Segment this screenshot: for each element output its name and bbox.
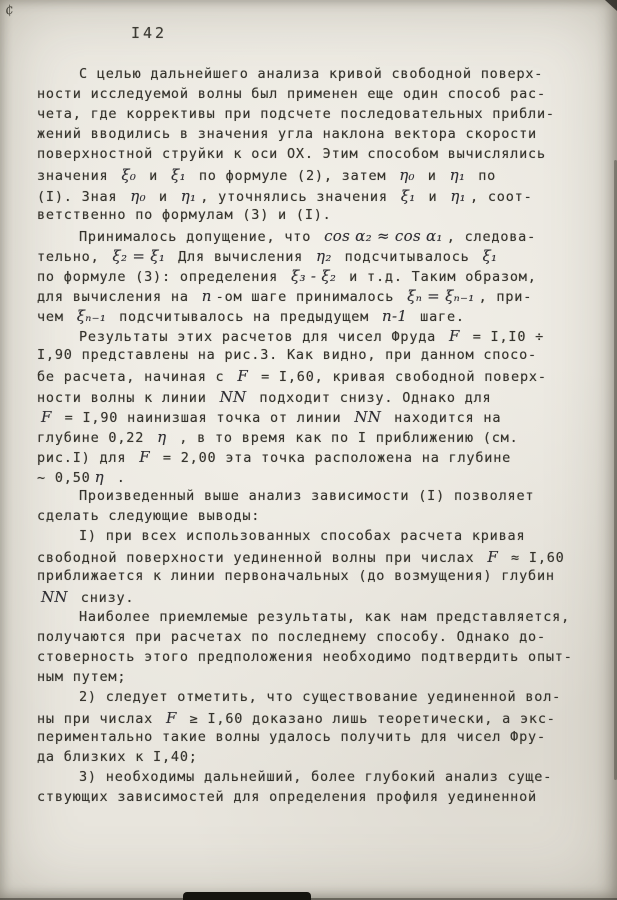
text-line [37,548,587,568]
text-line [37,448,587,468]
typed-text: по [469,168,497,185]
typed-text: ствующих зависимостей для определения профиля уединенной [37,789,537,806]
text-line [37,729,587,749]
typed-text: , уточнялись значения [200,188,397,205]
text-line [37,669,587,689]
text-line [37,106,587,126]
text-line [37,86,587,106]
typed-text: и [140,168,168,185]
typed-text: по формуле (3): определения [37,268,287,285]
typed-text: находится на [385,409,502,426]
typed-text: по формуле (2), затем [189,168,396,185]
typed-text: рис.I) для [37,449,136,466]
text-line [37,247,587,267]
text-line [37,689,587,709]
typed-text: ≈ I,60 [502,550,565,567]
typed-text: жений вводились в значения угла наклона вектора скорости [37,126,537,143]
typed-text: и [419,188,447,205]
scan-artifact-bottom-strip [183,892,311,900]
typed-text: ны при числах [37,711,162,727]
handwritten-symbol: F [41,407,52,426]
typed-text: ветственно по формулам (3) и (I). [37,206,332,223]
text-line [37,347,587,367]
typed-text: да близких к I,40; [37,749,198,766]
text-line [37,468,587,488]
typed-text: , в то время как по I приближению (см. [170,429,519,446]
typed-text: , следова- [446,228,537,245]
typed-text: значения [37,168,118,185]
typed-text: для вычисления на [37,289,198,306]
text-line [37,749,587,769]
handwritten-symbol: n [201,287,212,306]
text-line [37,769,587,789]
handwritten-symbol: ξ₂ = ξ₁ [112,246,166,265]
typed-text: глубине 0,22 [37,429,154,446]
typed-text: -ом шаге принималось [215,289,404,306]
typed-text: Наиболее приемлемые результаты, как нам представляется, [79,608,571,625]
handwritten-symbol: NN [41,588,68,607]
handwritten-symbol: η₀ [399,166,415,185]
handwritten-symbol: F [139,447,150,466]
typed-text: поверхностной струйки к оси ОХ. Этим способом вычислялись [37,146,546,163]
typed-text: ности исследуемой волны был применен еще один способ рас- [37,86,546,103]
document-body [37,66,587,809]
text-line [37,287,587,307]
text-line [37,428,587,448]
typed-text: ности волны к линии [37,389,216,406]
scan-artifact-top-right [605,0,617,11]
text-line [37,709,587,729]
handwritten-symbol: ξ₃ - ξ₂ [290,266,337,285]
handwritten-symbol: ξₙ = ξₙ₋₁ [407,287,475,306]
text-line [37,227,587,247]
typed-text: чета, где коррективы при подсчете последовательных прибли- [37,106,555,123]
text-line [37,166,587,186]
page-number: I42 [131,24,168,42]
handwritten-symbol: F [166,709,177,727]
handwritten-symbol: ξ₁ [400,186,416,205]
typed-text: 3) необходимы дальнейший, более глубокий анализ суще- [79,769,553,786]
typed-text: Произведенный выше анализ зависимости (I) позволяет [79,487,535,504]
text-line [37,66,587,86]
text-line [37,126,587,146]
handwritten-symbol: F [237,367,249,386]
handwritten-symbol: ξₙ₋₁ [76,307,107,326]
text-line [37,488,587,508]
typed-text: Принималось допущение, что [79,228,321,245]
text-line [37,327,587,347]
typed-text: подходит снизу. Однако для [250,389,492,406]
typed-text: стоверность этого предположения необходимо подтвердить опыт- [37,648,573,665]
handwritten-symbol: F [487,548,499,567]
text-line [37,207,587,227]
text-line [37,528,587,548]
typed-text: Для вычисления [169,248,313,265]
typed-text: С целью дальнейшего анализа кривой свободной поверх- [79,66,544,82]
handwritten-symbol: η₁ [180,186,197,205]
typed-text: подсчитывалось на предыдущем [110,309,379,326]
typed-text: , при- [478,289,533,306]
typed-text: ным путем; [37,668,127,685]
text-line [37,629,587,649]
handwritten-symbol: η [94,467,104,486]
text-line [37,388,587,408]
typed-text: и [418,168,446,185]
typed-text: и [149,188,177,205]
typed-text: Результаты этих расчетов для чисел Фруда [79,329,446,346]
typed-text: 2) следует отметить, что существование уединенной вол- [79,688,562,705]
typed-text: тельно, [37,248,109,265]
handwritten-symbol: η₁ [450,186,466,205]
handwritten-symbol: F [449,327,460,346]
typed-text: , соот- [470,188,533,205]
text-line [37,187,587,207]
typed-text: и т.д. Таким образом, [340,268,537,285]
typed-text: снизу. [71,590,135,607]
typed-text: подсчитывалось [335,248,479,265]
typed-text: = 2,00 эта точка расположена на глубине [153,449,512,466]
typed-text: свободной поверхности уединенной волны при числах [37,550,484,567]
typed-text: шаге. [411,309,465,326]
handwritten-symbol: η₂ [316,246,332,265]
handwritten-symbol: n-1 [382,307,408,326]
typed-text: I,90 представлены на рис.3. Как видно, при данном спосо- [37,347,537,364]
corner-pencil-mark: ¢ [3,1,16,19]
typed-text: ~ 0,50 [37,469,91,486]
text-line [37,508,587,528]
handwritten-symbol: η₀ [130,186,146,205]
typed-text: чем [37,309,73,326]
text-line [37,588,587,608]
text-line [37,267,587,287]
text-line [37,649,587,669]
text-line [37,146,587,166]
typed-text: . [107,469,126,486]
handwritten-symbol: NN [354,407,382,426]
typed-text: (I). Зная [37,188,127,205]
typed-text: приближается к линии первоначальных (до возмущения) глубин [37,568,555,585]
handwritten-symbol: NN [219,387,247,406]
handwritten-symbol: η₁ [449,166,466,185]
text-line [37,367,587,387]
typed-text: периментально такие волны удалось получить для чисел Фру- [37,729,546,746]
text-line [37,789,587,809]
typed-text: = I,60, кривая свободной поверх- [252,369,547,386]
text-line [37,609,587,629]
typed-text: сделать следующие выводы: [37,508,261,525]
handwritten-symbol: ξ₀ [121,166,137,185]
handwritten-symbol: ξ₁ [171,166,186,185]
text-line [37,408,587,428]
typed-text: I) при всех использованных способах расчета кривая [79,528,526,545]
handwritten-symbol: cos α₂ ≈ cos α₁ [324,226,443,245]
handwritten-symbol: η [157,427,167,446]
typed-text: = I,I0 ÷ [463,329,545,346]
typed-text: бе расчета, начиная с [37,369,234,386]
handwritten-symbol: ξ₁ [482,246,498,265]
typed-text: ≥ I,60 доказано лишь теоретически, а экс- [180,711,556,727]
text-line [37,307,587,327]
typed-text: = I,90 наинизшая точка от линии [55,409,351,426]
text-line [37,568,587,588]
typed-text: получаются при расчетах по последнему способу. Однако до- [37,628,546,645]
